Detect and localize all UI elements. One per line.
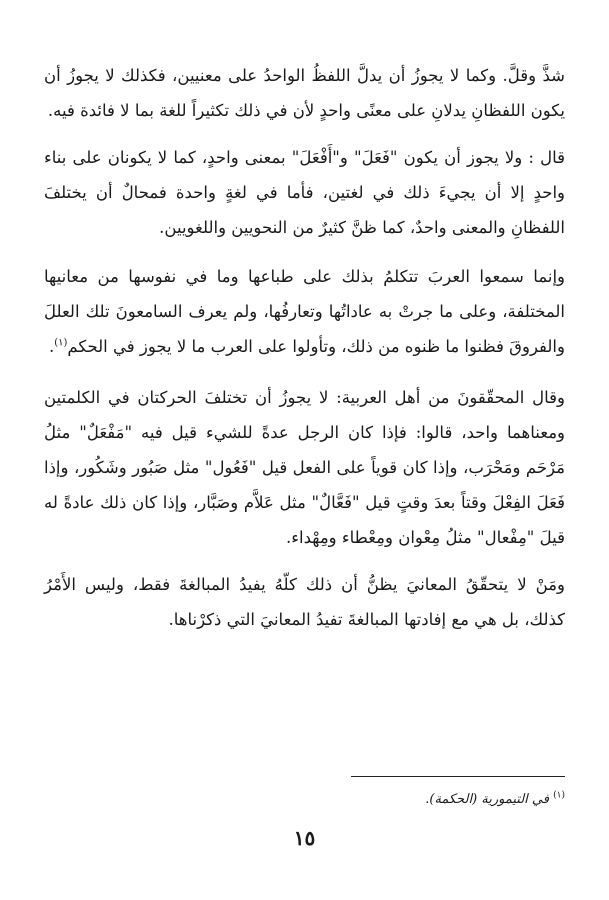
footnote [44, 790, 565, 810]
paragraph-3 [44, 259, 565, 364]
footnote-text: في التيمورية (الحكمة). [425, 792, 549, 807]
footnote-reference[interactable]: (١) [54, 337, 68, 349]
footnote-divider [351, 776, 565, 777]
paragraph-5-text: ومَنْ لا يتحقّقُ المعانيَ يظنُّ أن ذلك كلّهُ يفيدُ المبالغةَ فقط، وليس الأَمْرُ كذلك، بل هي مع إفادتها المبالغةَ تفيدُ المعانيَ التي ذكرْناها. [44, 575, 565, 629]
paragraph-2 [44, 140, 565, 245]
paragraph-4 [44, 380, 565, 555]
footnote-marker: (١) [553, 790, 565, 801]
paragraph-2-text: قال : ولا يجوز أن يكون "فَعَلَ" و"أَفْعَلَ" بمعنى واحدٍ، كما لا يكونان على بناء واحدٍ إلا أن يجيءَ ذلك في لغتين، فأما في لغةٍ واحدة فمحالٌ أن يختلفَ اللفظانِ والمعنى واحدٌ، كما ظنَّ كثيرٌ من النحويين واللغويين. [44, 148, 565, 237]
page-body [44, 58, 565, 900]
paragraph-4-text: وقال المحقّقونَ من أهل العربية: لا يجوزُ أن تختلفَ الحركتان في الكلمتين ومعناهما واحد، قالوا: فإذا كان الرجل عدةً للشيء قيل فيه "مَفْعَلٌ" مثلُ مَرْحَم ومَحْرَب، وإذا كان قوياً على الفعل قيل "فَعُول" مثل صَبُور وشَكُور، وإذا فَعَلَ الفِعْلَ وقتاً بعدَ وقتٍ قيل "فَعَّالٌ" مثل عَلاَّم وصَبَّار، وإذا كان ذلك عادةً له قيلَ "مِفْعال" مثلُ مِعْوان ومِعْطاء ومِهْداء. [44, 388, 565, 547]
paragraph-3-end: . [48, 337, 55, 356]
paragraph-1-text: شذَّ وقلَّ. وكما لا يجوزُ أن يدلَّ اللفظُ الواحدُ على معنيين، فكذلك لا يجوزُ أن يكون اللفظانِ يدلانِ على معنًى واحدٍ لأن في ذلك تكثيراً للغة بما لا فائدة فيه. [44, 66, 565, 120]
page-number: ١٥ [293, 826, 316, 850]
paragraph-3-text: وإنما سمعوا العربَ تتكلمُ بذلك على طباعها وما في نفوسها من معانيها المختلفة، وعلى ما جرتْ به عاداتُها وتعارفُها، ولم يعرف السامعونَ تلك العللَ والفروقَ فظنوا ما ظنوه من ذلك، وتأولوا على العرب ما لا يجوز في الحكم [44, 267, 565, 356]
paragraph-1 [44, 58, 565, 128]
paragraph-5 [44, 567, 565, 637]
